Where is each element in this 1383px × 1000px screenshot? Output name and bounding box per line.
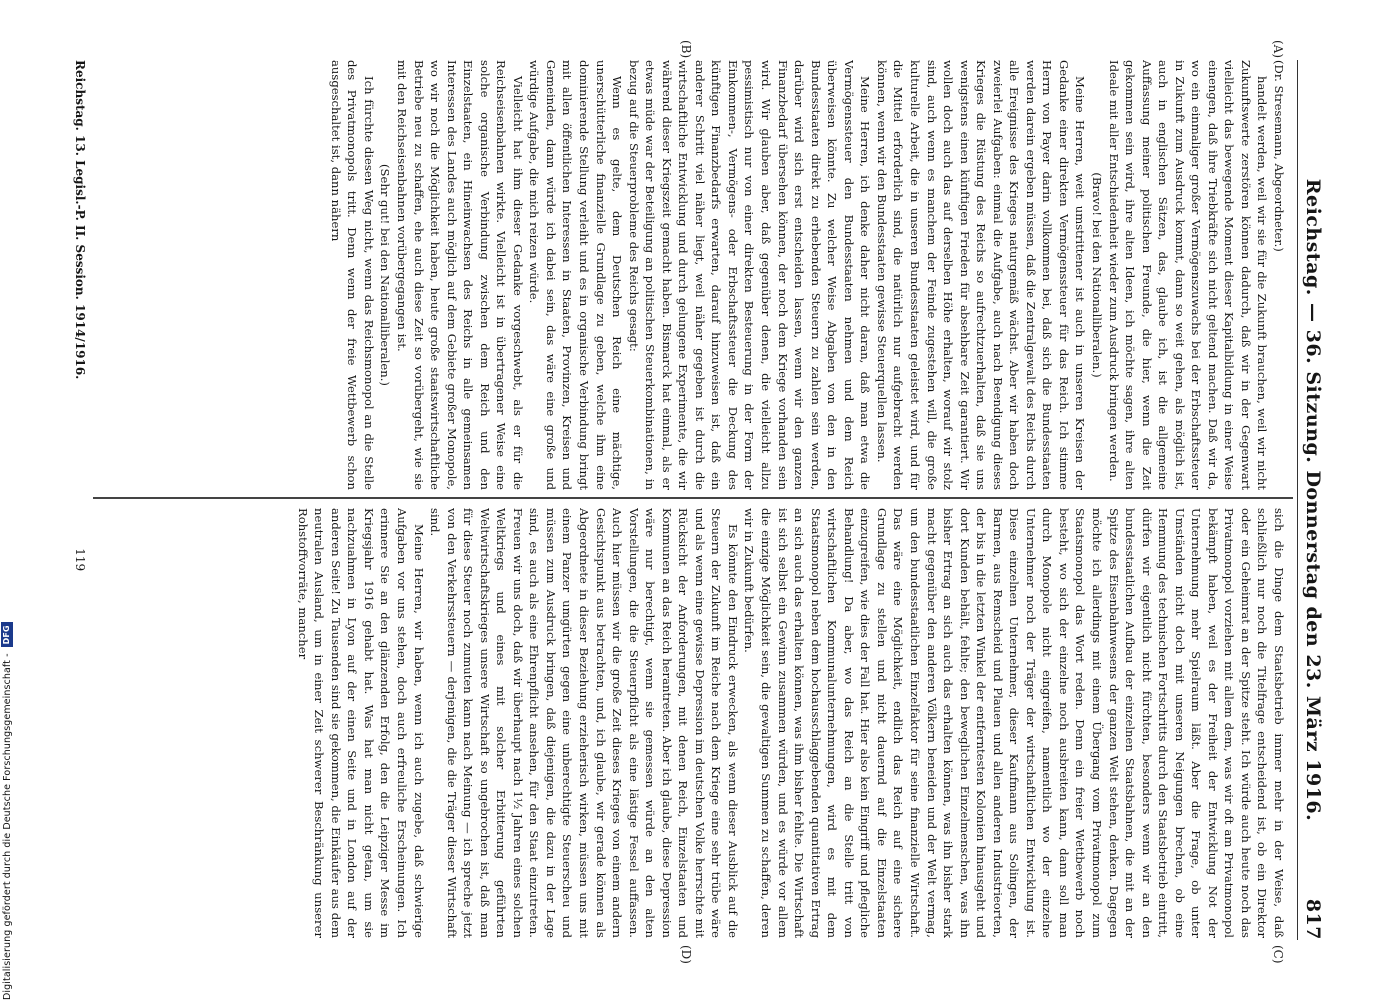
footer-session-info: Reichstag. 13. Legisl.-P. II. Session. 1914/1916. bbox=[73, 60, 87, 380]
paragraph: Meine Herren, weit umstrittener ist auch in unseren Kreisen der Gedanke einer direkten Vermögenssteuer für das Reich. Ich stimme Herrn von Payer darin vollkommen bei, daß sich die Bundesstaaten werden darein ergeben müssen, daß die Zentralgewalt des Reichs durch alle Ereignisse des Krieges naturgemäß wächst. Aber wir haben doch zweierlei Aufgaben: einmal die Aufgabe, auch nach Beendigung dieses Krieges die Rüstung des Reichs so aufrechtzuerhalten, daß sie uns wenigstens einen künftigen Frieden für absehbare Zeit garantiert. Wir wollen doch auch das auf derselben Höhe erhalten, worauf wir stolz sind, auch wenn es manchem der Feinde zugestehen will, die große kulturelle Arbeit, die in unseren Bundesstaaten geleistet wird, und für die Mittel erforderlich sind, die natürlich nur aufgebracht werden können, wenn wir den Bundesstaaten gewisse Steuerquellen lassen. bbox=[874, 60, 1088, 490]
paragraph: Es könnte den Eindruck erwecken, als wenn dieser Ausblick auf die Steuern der Zukunft im Reiche nach dem Kriege eine sehr trübe wäre und als wenn eine gewisse Depression im deutschen Volke herrschte mit Rücksicht der Anforderungen, mit denen Reich, Einzelstaaten und Kommunen an das Reich herantreten. Aber ich glaube, diese Depression wäre nur berechtigt, wenn sie gemessen würde an den alten Vorstellungen, die die Steuerpflicht als eine lästige Fessel auffassen. Auch hier müssen wir die große Zeit dieses Krieges von einem andern Gesichtspunkt aus betrachten, und, ich glaube, wir gerade können als Abgeordnete in dieser Beziehung erzieherisch wirken, müssen uns mit einem Panzer umgürten gegen eine unberechtigte Steuerscheu und müssen zum Ausdruck bringen, daß diejenigen, die dazu in der Lage sind, es auch als eine Ehrenpflicht ansehen, für den Staat einzutreten. Freuen wir uns doch, daß wir überhaupt nach 1½ Jahren eines solchen Weltkriegs und eines mit solcher Erbitterung geführten Weltwirtschaftskrieges unsere Wirtschaft so ungebrochen ist, daß man für diese Steuer noch zumuten kann nach Meinung — ich spreche jetzt von den Verkehrssteuern — derjenigen, die die Träger dieser Wirtschaft sind. bbox=[428, 508, 740, 938]
digitization-credit bbox=[0, 10, 14, 1000]
column-divider bbox=[93, 497, 1293, 499]
speaker-line: (Dr. Stresemann, Abgeordneter.) bbox=[1272, 60, 1286, 252]
paragraph: Vielleicht hat ihm dieser Gedanke vorgeschwebt, als er für die Reichseisenbahnen wirkte. Vielleicht ist in übertragener Weise eine solche organische Verbindung zwischen dem Reich und den Einzelstaaten, ein Hineinwachsen des Reichs in alle gemeinsamen Interessen des Landes auch möglich auf dem Gebiete großer Monopole, wo wir noch die Möglichkeit haben, heute große staatswirtschaftliche Betriebe neu zu schaffen, ehe auch diese Zeit so vorübergeht, wie sie mit den Reichseisenbahnen vorübergegangen ist. bbox=[395, 60, 525, 490]
interjection: (Bravo! bei den Nationalliberalen.) bbox=[1089, 172, 1104, 378]
margin-mark-b: (B) bbox=[679, 40, 693, 59]
paragraph: Meine Herren, wir haben, wenn ich auch zugebe, daß schwierige Aufgaben vor uns stehen, doch auch erfreuliche Erscheinungen. Ich erinnere Sie an den glänzenden Erfolg, den die Leipziger Messe im Kriegsjahr 1916 gehabt hat. Was hat man nicht getan, um sie nachzuahmen in Lyon auf der einen Seite und in London auf der anderen Seite! Zu Tausenden sind sie gekommen, die Einkäufer aus dem neutralen Ausland, um in einer Zeit schwerer Beschränkung unserer Rohstoffvorräte, mancher bbox=[295, 508, 426, 938]
page-header bbox=[1297, 60, 1328, 940]
paragraph: Ich fürchte diesen Weg nicht, wenn das Reichsmonopol an die Stelle des Privatmonopols tritt. Denn wenn der freie Wettbewerb schon ausgeschaltet ist, dann nähern bbox=[328, 60, 376, 490]
footer-sheet-number: 119 bbox=[73, 548, 87, 572]
credit-text: Digitalisierung gefördert durch die Deutsche Forschungsgemeinschaft - bbox=[1, 653, 13, 1000]
paragraph: sich die Dinge dem Staatsbetrieb immer mehr in der Weise, daß schließlich nur noch die Titelfrage entscheidend ist, ob ein Direktor oder ein Geheimrat an der Spitze steht. Ich würde auch heute noch das Privatmonopol vorziehen mit allem dem, was wir oft am Privatmonopol bekämpft haben, weil es der Freiheit der Entwicklung Not der Unternehmung mehr Spielraum läßt. Aber die Frage, ob unter Umständen nicht doch mit unseren Neigungen brechen, ob eine Hemmung des technischen Fortschritts durch den Staatsbetrieb eintritt, dürfen wir eigentlich nicht fürchten, besonders wenn wir an den bundesstaatlichen Aufbau der einzelnen Staatsbahnen, die mit an der Spitze des Eisenbahnwesens der ganzen Welt stehen, denken. Dagegen möchte ich allerdings mit einem Übergang vom Privatmonopol zum Staatsmonopol das Wort reden. Denn ein freier Wettbewerb noch besteht, wo sich der einzelne noch ausbreiten kann, dann soll man durch Monopole nicht eingreifen, namentlich wo der einzelne Unternehmer noch der Träger der wirtschaftlichen Entwicklung ist. Diese einzelnen Unternehmer, dieser Kaufmann aus Solingen, der Barmen, aus Remscheid und Plauen und allen anderen Industrieorten, der bis in die letzten Winkel der entferntesten Kolonien hinausgeht und dort Kunden behält, fehlte; den beweglichen Einzelmenschen, was ihn bisher Ertrag an sich auch das erhalten können, was ihn bisher stark macht gegenüber den anderen Völkern beneiden und der Welt vermag, um den bundesstaatlichen Einzelfaktor für seine finanzielle Wirtschaft. Das wäre eine Möglichkeit, endlich das Reich auf eine sichere Grundlage zu stellen und nicht dauernd auf die Einzelstaaten einzugreifen, wie dies der Fall hat. Hier also kein Eingriff und pflegliche Behandlung! Da aber, wo das Reich an die Stelle tritt von wirtschaftlichen Kommunalunternehmungen, wird es mit dem Staatsmonopol neben dem hochausschlaggebenden quantitativen Ertrag an sich auch das erhalten können, was ihm bisher fehlte. Die Wirtschaft ist sich selbst ein Gewinn zusammen würden, und es würde vor allem die einzige Möglichkeit sein, die gewaltigen Summen zu schaffen, deren wir in Zukunft bedürfen. bbox=[742, 508, 1286, 938]
margin-mark-d: (D) bbox=[679, 945, 693, 964]
paragraph: Meine Herren, ich denke daher nicht daran, daß man etwa die Vermögenssteuer den Bundesstaaten nehmen und dem Reich überweisen könnte. Zu welcher Weise Abgaben von den in den Bundesstaaten direkt zu erhebenden Steuern zu zahlen sein werden, darüber wird sich erst entscheiden lassen, wenn wir den ganzen Finanzbedarf übersehen können, der noch dem Kriege vorhanden sein wird. Wir glauben aber, daß gegenüber denen, die vielleicht allzu pessimistisch nur von einer direkten Besteuerung in der Form der Einkommen-, Vermögens- oder Erbschaftssteuer die Deckung des künftigen Finanzbedarfs erwarten, darauf hinzuweisen ist, daß ein anderer Schritt viel näher liegt, weil näher gegeben ist durch die wirtschaftliche Entwicklung und durch gelungene Experimente, die wir während dieser Kriegszeit gemacht haben. Bismarck hat einmal, als er etwas müde war der Beteiligung an politischen Steuerkombinationen, in bezug auf die Steuerprobleme des Reichs gesagt: bbox=[626, 60, 873, 490]
page-footer bbox=[73, 60, 87, 940]
dfg-logo-icon: DFG bbox=[1, 622, 13, 647]
right-column bbox=[97, 508, 1287, 938]
interjection: (Sehr gut! bei den Nationalliberalen.) bbox=[378, 164, 393, 386]
margin-mark-c: (C) bbox=[1271, 945, 1285, 964]
page-title: Reichstag. — 36. Sitzung. Donnerstag den 23. März 1916. bbox=[1302, 178, 1324, 822]
left-column bbox=[97, 60, 1287, 490]
quotation: Wenn es gelte, dem Deutschen Reich eine mächtige, unerschütterliche finanzielle Grundlage zu geben, welche ihm eine dominierende Stellung verleiht und es in organische Verbindung bringt mit allen öffentlichen Interessen in Staaten, Provinzen, Kreisen und Gemeinden, dann würde ich dabei sein, das wäre eine große und würdige Aufgabe, die mich reizen würde. bbox=[527, 60, 625, 490]
margin-mark-a: (A) bbox=[1271, 40, 1285, 59]
page-number: 817 bbox=[1302, 898, 1324, 940]
paragraph: handelt werden, weil wir sie für die Zukunft brauchen, weil wir nicht Zukunftswerte zerstören können dadurch, daß wir in der Gegenwart vielleicht das bewegende Moment dieser Kapitalbildung in einer Weise einengen, daß ihre Triebkräfte sich nicht geltend machen. Daß wir da, wo ein einmaliger großer Vermögenszuwachs bei der Erbschaftssteuer in Zukunft zum Ausdruck kommt, dann so weit gehen, als möglich ist, auch in englischen Sätzen, das, glaube ich, ist die allgemeine Auffassung meiner politischen Freunde, die hier, wenn die Zeit gekommen sein wird, ihre alten Ideen, ich möchte sagen, ihre alten Ideale mit aller Entschiedenheit wieder zum Ausdruck bringen werden. bbox=[1106, 60, 1270, 490]
